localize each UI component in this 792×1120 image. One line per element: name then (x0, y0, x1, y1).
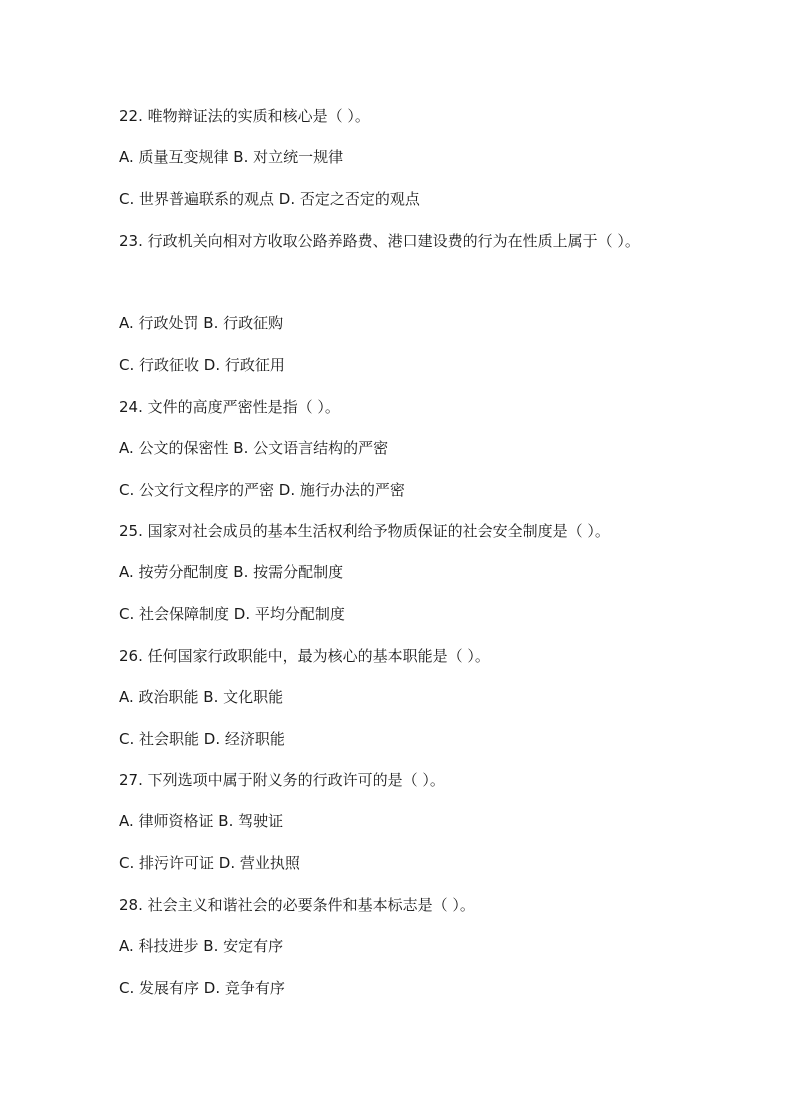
question-25: 25. 国家对社会成员的基本生活权利给予物质保证的社会安全制度是（ ）。 (119, 522, 610, 540)
question-27-options-cd: C. 排污许可证 D. 营业执照 (119, 854, 300, 872)
question-22: 22. 唯物辩证法的实质和核心是（ ）。 (119, 107, 370, 125)
question-27: 27. 下列选项中属于附义务的行政许可的是（ ）。 (119, 771, 445, 789)
question-24-options-cd: C. 公文行文程序的严密 D. 施行办法的严密 (119, 481, 405, 499)
question-25-options-ab: A. 按劳分配制度 B. 按需分配制度 (119, 563, 344, 581)
question-24-options-ab: A. 公文的保密性 B. 公文语言结构的严密 (119, 439, 389, 457)
question-24: 24. 文件的高度严密性是指（ ）。 (119, 398, 340, 416)
question-26: 26. 任何国家行政职能中，最为核心的基本职能是（ ）。 (119, 647, 490, 665)
question-23-options-ab: A. 行政处罚 B. 行政征购 (119, 314, 284, 332)
question-26-options-cd: C. 社会职能 D. 经济职能 (119, 730, 285, 748)
question-23: 23. 行政机关向相对方收取公路养路费、港口建设费的行为在性质上属于（ ）。 (119, 232, 640, 250)
question-22-options-ab: A. 质量互变规律 B. 对立统一规律 (119, 148, 344, 166)
question-27-options-ab: A. 律师资格证 B. 驾驶证 (119, 812, 284, 830)
question-23-options-cd: C. 行政征收 D. 行政征用 (119, 356, 285, 374)
question-28-options-cd: C. 发展有序 D. 竞争有序 (119, 979, 285, 997)
question-28-options-ab: A. 科技进步 B. 安定有序 (119, 937, 284, 955)
question-28: 28. 社会主义和谐社会的必要条件和基本标志是（ ）。 (119, 896, 475, 914)
question-26-options-ab: A. 政治职能 B. 文化职能 (119, 688, 284, 706)
question-25-options-cd: C. 社会保障制度 D. 平均分配制度 (119, 605, 345, 623)
question-22-options-cd: C. 世界普遍联系的观点 D. 否定之否定的观点 (119, 190, 420, 208)
